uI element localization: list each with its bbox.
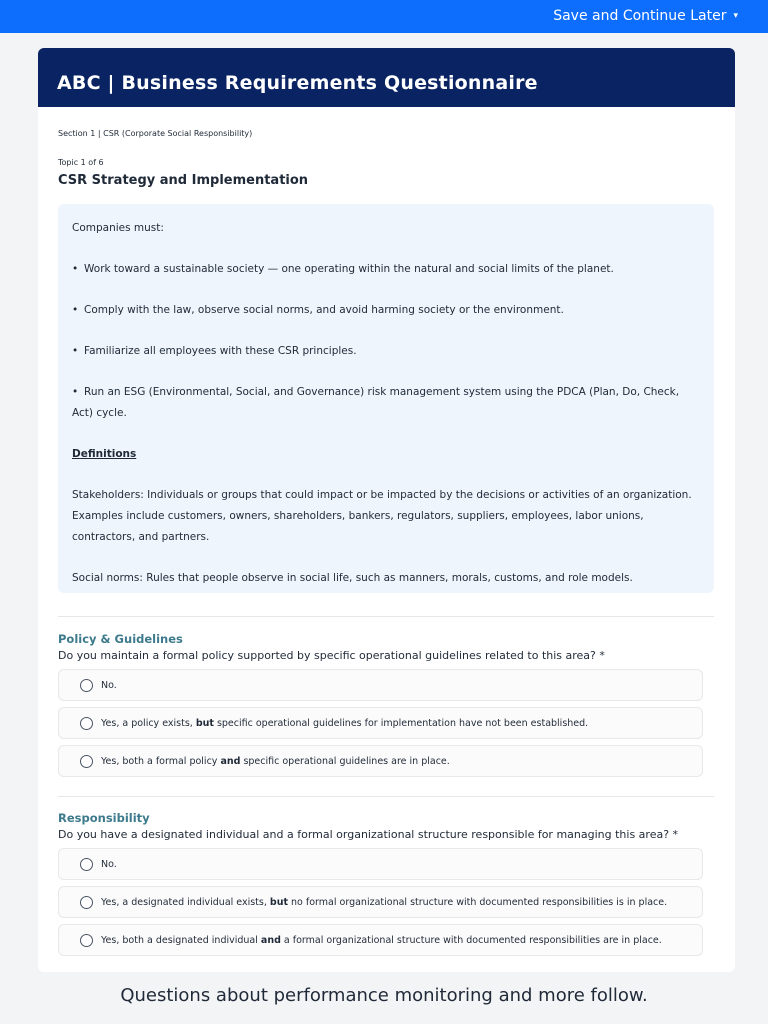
option-label: Yes, both a formal policy and specific operational guidelines are in place. — [101, 755, 450, 767]
info-bullet-text: Work toward a sustainable society — one operating within the natural and social limits of the planet. — [84, 263, 614, 275]
caption: Questions about performance monitoring and more follow. — [120, 985, 648, 1006]
section-label: Section 1 | CSR (Corporate Social Responsibility) — [58, 129, 253, 138]
info-box — [58, 204, 714, 593]
save-and-continue-later-button[interactable] — [553, 7, 738, 25]
question-heading-responsibility: Responsibility — [58, 811, 150, 825]
bullet-icon: • — [72, 386, 79, 398]
definitions-title: Definitions — [72, 448, 137, 460]
info-bullet — [72, 341, 700, 362]
question-text-policy: Do you maintain a formal policy supported by specific operational guidelines related to this area? * — [58, 649, 605, 662]
option-responsibility-partial[interactable] — [58, 886, 703, 918]
info-bullet-text: Comply with the law, observe social norms, and avoid harming society or the environment. — [84, 304, 564, 316]
option-label: Yes, a policy exists, but specific operational guidelines for implementation have not been established. — [101, 717, 589, 729]
top-bar — [0, 0, 768, 33]
option-policy-partial[interactable] — [58, 707, 703, 739]
option-label: No. — [101, 858, 117, 870]
definition-stakeholders: Stakeholders: Individuals or groups that could impact or be impacted by the decisions or activities of an organization. Examples include customers, owners, shareholders, bankers, regulators, suppliers, employees, labor unions, contractors, and partners. — [72, 489, 692, 543]
page-title: ABC | Business Requirements Questionnaire — [57, 72, 538, 94]
radio-icon[interactable] — [80, 858, 93, 871]
option-policy-full[interactable] — [58, 745, 703, 777]
info-bullet — [72, 300, 700, 321]
radio-icon[interactable] — [80, 934, 93, 947]
info-bullet-text: Run an ESG (Environmental, Social, and Governance) risk management system using the PDCA (Plan, Do, Check, Act) cycle. — [72, 386, 680, 419]
option-policy-no[interactable] — [58, 669, 703, 701]
option-label: No. — [101, 679, 117, 691]
bullet-icon: • — [72, 345, 79, 357]
info-bullet — [72, 382, 700, 424]
divider — [58, 616, 714, 617]
topic-counter: Topic 1 of 6 — [58, 158, 104, 167]
card-header — [38, 48, 735, 107]
question-heading-policy: Policy & Guidelines — [58, 632, 183, 646]
option-label: Yes, a designated individual exists, but no formal organizational structure with documented responsibilities is in place. — [101, 896, 668, 908]
option-responsibility-full[interactable] — [58, 924, 703, 956]
bullet-icon: • — [72, 304, 79, 316]
option-label: Yes, both a designated individual and a formal organizational structure with documented responsibilities are in place. — [101, 934, 662, 946]
divider — [58, 796, 714, 797]
radio-icon[interactable] — [80, 679, 93, 692]
info-bullet — [72, 259, 700, 280]
option-responsibility-no[interactable] — [58, 848, 703, 880]
bullet-icon: • — [72, 263, 79, 275]
radio-icon[interactable] — [80, 896, 93, 909]
topic-title: CSR Strategy and Implementation — [58, 173, 309, 188]
info-bullet-text: Familiarize all employees with these CSR principles. — [84, 345, 357, 357]
radio-icon[interactable] — [80, 717, 93, 730]
radio-icon[interactable] — [80, 755, 93, 768]
info-intro: Companies must: — [72, 222, 164, 234]
save-button-label: Save and Continue Later — [553, 8, 727, 24]
caret-down-icon: ▾ — [733, 11, 738, 21]
questionnaire-card — [38, 48, 735, 972]
definition-social-norms: Social norms: Rules that people observe in social life, such as manners, morals, customs, and role models. — [72, 572, 633, 584]
question-text-responsibility: Do you have a designated individual and a formal organizational structure responsible for managing this area? * — [58, 828, 679, 841]
